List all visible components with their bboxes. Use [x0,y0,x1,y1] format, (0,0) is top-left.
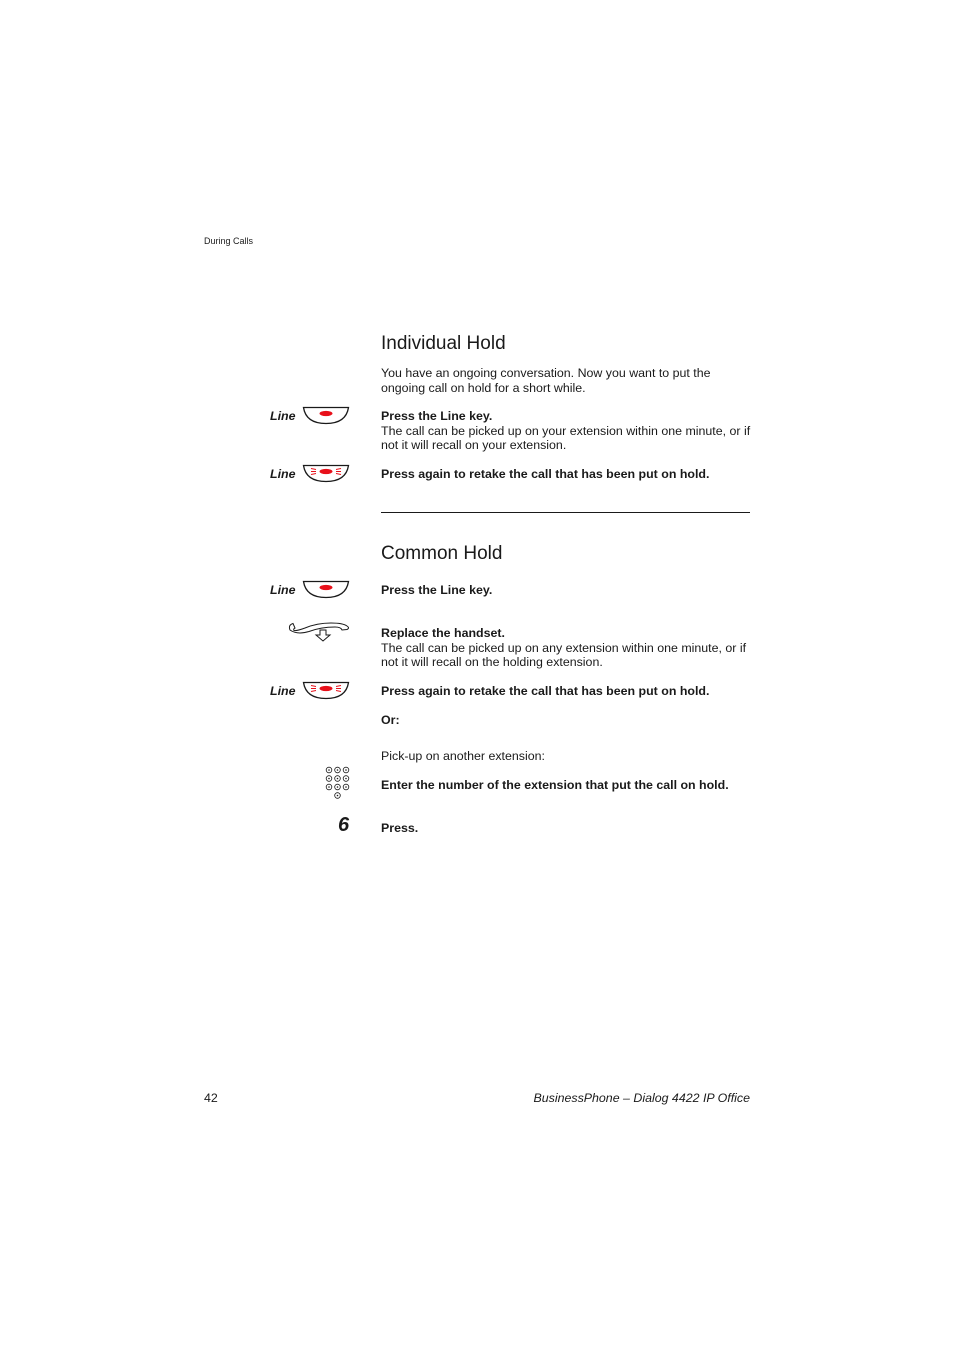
section1-step1 [381,409,753,453]
section2-step5-instruction: Press. [381,821,419,835]
line-key-flashing-icon [302,680,350,700]
line-key-flashing-icon [302,463,350,483]
line-key-label: Line [270,583,296,597]
section2-step1-instruction: Press the Line key. [381,583,493,597]
section1-intro: You have an ongoing conversation. Now you want to put the ongoing call on hold for a short while. [381,366,711,395]
replace-handset-icon [287,618,351,644]
line-key-label: Line [270,684,296,698]
page-number: 42 [204,1091,218,1105]
step-detail: The call can be picked up on any extension within one minute, or if not it will recall on the holding extension. [381,640,747,669]
footer-product-title: BusinessPhone – Dialog 4422 IP Office [533,1091,750,1105]
step-instruction: Press the Line key. [381,409,493,423]
step-detail: The call can be picked up on your extension within one minute, or if not it will recall on your extension. [381,423,751,452]
line-key-label: Line [270,467,296,481]
keypad-icon [325,766,351,801]
section1-step2-instruction: Press again to retake the call that has been put on hold. [381,467,710,481]
or-label: Or: [381,713,400,727]
section-title-individual-hold: Individual Hold [381,333,506,354]
line-key-steady-icon [302,405,350,425]
section2-step4-instruction: Enter the number of the extension that put the call on hold. [381,778,729,792]
running-head: During Calls [204,236,254,246]
line-key-steady-icon [302,579,350,599]
line-key-label: Line [270,409,296,423]
section-title-common-hold: Common Hold [381,543,503,564]
section-divider [381,512,750,513]
section2-step3-instruction: Press again to retake the call that has been put on hold. [381,684,710,698]
step-instruction: Replace the handset. [381,626,505,640]
pickup-intro: Pick-up on another extension: [381,749,545,763]
digit-6-key: 6 [338,814,350,836]
section2-step2 [381,626,753,670]
